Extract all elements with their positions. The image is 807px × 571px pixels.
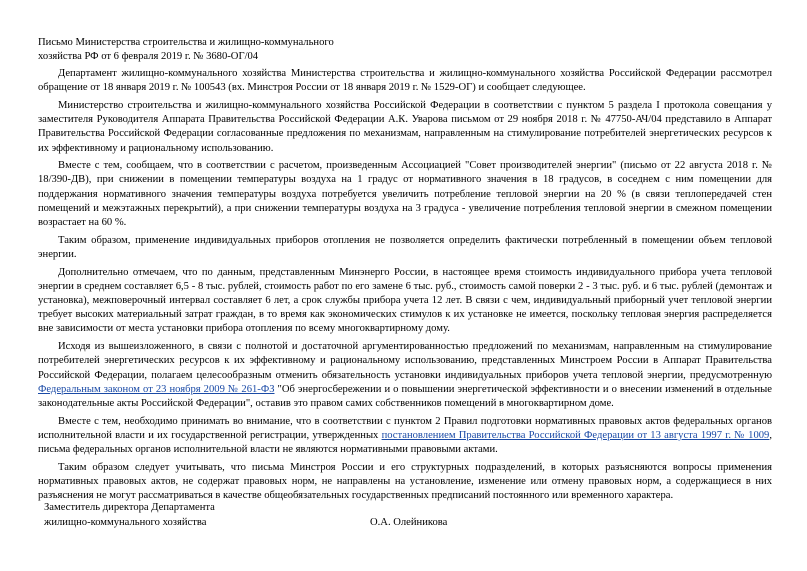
title-line-1: Письмо Министерства строительства и жилищно-коммунального bbox=[38, 37, 334, 48]
title-line-2: хозяйства РФ от 6 февраля 2019 г. № 3680-ОГ/04 bbox=[38, 51, 259, 62]
signatory-name: О.А. Олейникова bbox=[370, 517, 448, 528]
document-title bbox=[38, 36, 558, 64]
paragraph-7-text-end: , письма федеральных органов исполнительной власти не являются нормативными правовыми актами. bbox=[38, 429, 772, 456]
paragraph-6-text-end: "Об энергосбережении и о повышении энергетической эффективности и о внесении изменений в отдельные законодательные акты Российской Федерации", оставив это правом самих собственников помещений в многоквартирном доме. bbox=[38, 383, 772, 409]
paragraph-7 bbox=[38, 415, 772, 458]
federal-law-link[interactable]: Федеральным законом от 23 ноября 2009 № 261-ФЗ bbox=[38, 383, 275, 395]
paragraph-8: Таким образом следует учитывать, что письма Минстроя России и его структурных подразделений, в которых разъясняются вопросы применения нормативных правовых актов, не содержат правовых норм, не направлены на установление, изменение или отмену правовых норм, а содержащиеся в них разъяснения не могут рассматриваться в качестве общеобязательных государственных предписаний постоянного или временного характера. bbox=[38, 461, 772, 502]
signatory-position-line-1: Заместитель директора Департамента bbox=[44, 502, 215, 513]
signatory-position bbox=[44, 501, 344, 530]
paragraph-6-text-start: Исходя из вышеизложенного, в связи с полнотой и достаточной аргументированностью предложений по механизмам, направленным на стимулирование потребителей энергетических ресурсов к их эффективному и рациональному использованию, представленных Минстроем России в Аппарат Правительства Российской Федерации, полагаем целесообразным отменить обязательность установки индивидуальных приборов учета тепловой энергии, предусмотренную bbox=[38, 341, 772, 381]
government-resolution-link[interactable]: постановлением Правительства Российской Федерации от 13 августа 1997 г. № 1009 bbox=[381, 429, 770, 441]
paragraph-6 bbox=[38, 340, 772, 411]
signatory-position-line-2: жилищно-коммунального хозяйства bbox=[44, 516, 207, 528]
paragraph-7-text-start: Вместе с тем, необходимо принимать во внимание, что в соответствии с пунктом 2 Правил подготовки нормативных правовых актов федеральных органов исполнительной власти и их государственной регистрации, утвержденных bbox=[38, 415, 772, 441]
document-body bbox=[38, 67, 772, 507]
paragraph-1: Департамент жилищно-коммунального хозяйства Министерства строительства и жилищно-коммунального хозяйства Российской Федерации рассмотрел обращение от 18 января 2019 г. № 100543 (вх. Минстроя России от 18 января 2019 г. № 1529-ОГ) и сообщает следующее. bbox=[38, 68, 772, 94]
paragraph-5: Дополнительно отмечаем, что по данным, представленным Минэнерго России, в настоящее время стоимость индивидуального прибора учета тепловой энергии в среднем составляет 6,5 - 8 тыс. рублей, стоимость работ по его замене 6 тыс. руб., стоимость самой поверки 2 - 3 тыс. руб. и 6 тыс. рублей (демонтаж и установка), межповерочный интервал составляет 6 лет, а срок службы прибора учета 12 лет. В связи с чем, индивидуальный приборный учет тепловой энергии требует высоких материальный затрат граждан, в то время как экономических стимулов к их установке не имеется, поскольку тепловая энергия распределяется вне зависимости от места установки прибора отопления по всему многоквартирному дому. bbox=[38, 266, 772, 335]
paragraph-4: Таким образом, применение индивидуальных приборов отопления не позволяется определить фактически потребленный в помещении объем тепловой энергии. bbox=[38, 234, 772, 260]
paragraph-3: Вместе с тем, сообщаем, что в соответствии с расчетом, произведенным Ассоциацией "Совет производителей энергии" (письмо от 22 августа 2018 г. № 18/390-ДВ), при снижении в помещении температуры воздуха на 1 градус от нормативного значения в 18 градусов, в соседнем с ним помещении для поддержания нормативного значения температуры воздуха потребуется увеличить потребление тепловой энергии на 20 % (в связи теплопередачей стен помещений и межэтажных перекрытий), а при снижении температуры воздуха на 3 градуса - увеличение потребления тепловой энергии в смежном помещении возрастает на 60 %. bbox=[38, 160, 772, 229]
paragraph-2: Министерство строительства и жилищно-коммунального хозяйства Российской Федерации в соответствии с пунктом 5 раздела I протокола совещания у заместителя Руководителя Аппарата Правительства Российской Федерации А.К. Уварова письмом от 29 ноября 2018 г. № 47750-АЧ/04 представило в Аппарат Правительства Российской Федерации согласованные предложения по механизмам, направленным на стимулирование потребителей энергетических ресурсов к их эффективному и рациональному использованию. bbox=[38, 99, 772, 154]
